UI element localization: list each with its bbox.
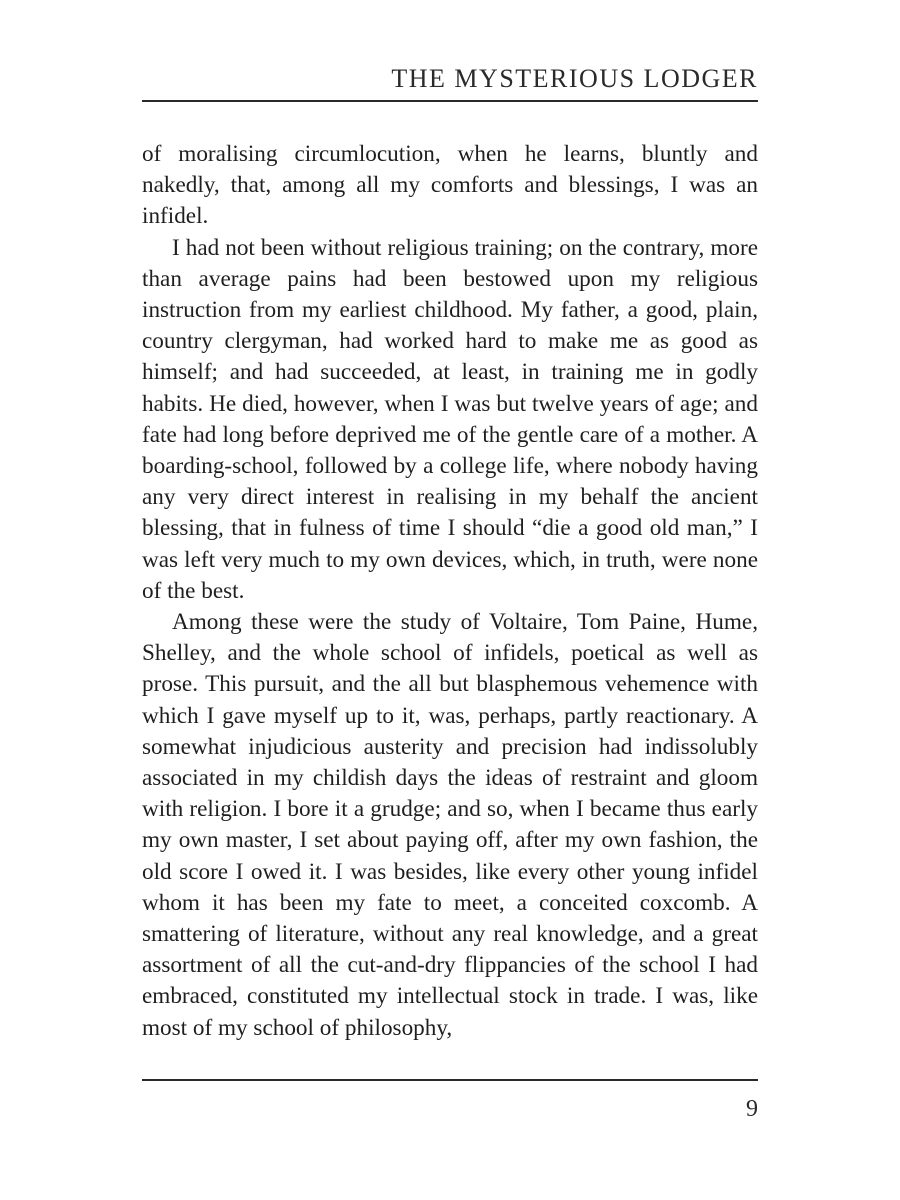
body-text xyxy=(142,139,758,1044)
running-head-title: THE MYSTERIOUS LODGER xyxy=(391,64,758,93)
paragraph-continuation: of moralising circumlocution, when he learns, bluntly and nakedly, that, among all my comforts and blessings, I was an infidel. xyxy=(142,141,758,230)
page-number: 9 xyxy=(746,1096,758,1122)
header-rule xyxy=(142,100,758,102)
footer-rule xyxy=(142,1079,758,1081)
paragraph-study-of-infidels: Among these were the study of Voltaire, Tom Paine, Hume, Shelley, and the whole school of infidels, poetical as well as prose. This pursuit, and the all but blasphemous vehemence with which I gave myself up to it, was, perhaps, partly reactionary. A somewhat injudicious austerity and precision had indissolubly associated in my childish days the ideas of restraint and gloom with religion. I bore it a grudge; and so, when I became thus early my own master, I set about paying off, after my own fashion, the old score I owed it. I was besides, like every other young infidel whom it has been my fate to meet, a conceited coxcomb. A smattering of literature, without any real knowledge, and a great assortment of all the cut-and-dry flippancies of the school I had embraced, constituted my intellectual stock in trade. I was, like most of my school of philosophy, xyxy=(142,609,758,1041)
paragraph-religious-training: I had not been without religious training; on the contrary, more than average pains had been bestowed upon my religious instruction from my earliest childhood. My father, a good, plain, country clergyman, had worked hard to make me as good as himself; and had succeeded, at least, in training me in godly habits. He died, however, when I was but twelve years of age; and fate had long before deprived me of the gentle care of a mother. A boarding-school, followed by a college life, where nobody having any very direct interest in realising in my behalf the ancient blessing, that in fulness of time I should “die a good old man,” I was left very much to my own devices, which, in truth, were none of the best. xyxy=(142,234,758,604)
